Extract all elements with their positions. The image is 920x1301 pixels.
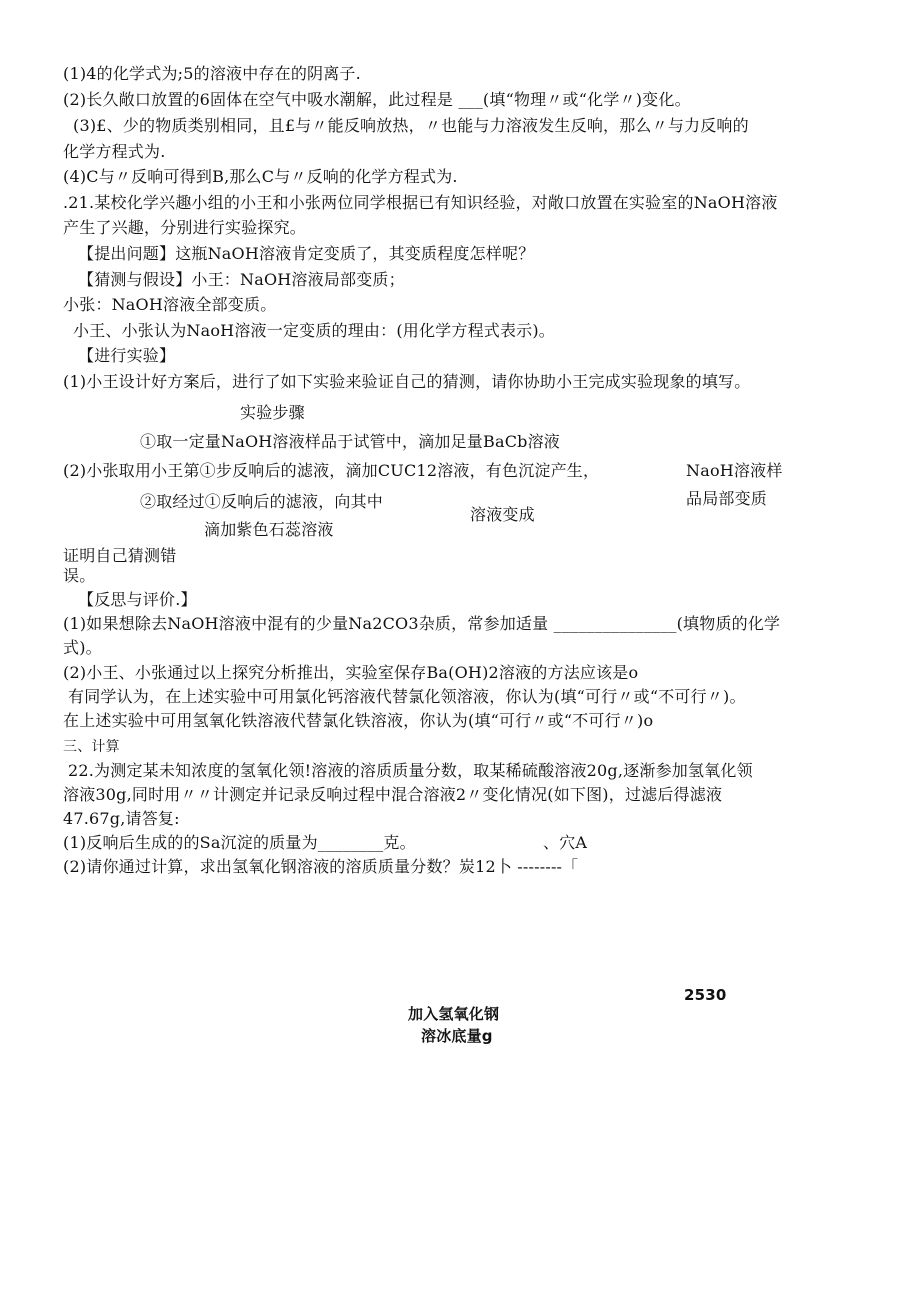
q22-answer-1-note: 、穴A	[543, 833, 588, 852]
q20-part2: (2)长久敞口放置的6固体在空气中吸水潮解，此过程是 ___(填“物理〃或“化学〃)变化。	[63, 90, 691, 109]
q22-answer-1: (1)反响后生成的的Sa沉淀的质量为________克。	[63, 833, 416, 852]
chart-tick-labels: 2530	[684, 986, 727, 1004]
q22-intro-line2: 溶液30g,同时用〃〃计测定并记录反响过程中混合溶液2〃变化情况(如下图)，过滤后得滤液	[63, 785, 723, 804]
table-header-steps: 实验步骤	[240, 403, 305, 422]
table-conclusion-line1: NaoH溶液样	[686, 461, 783, 480]
q21-experiment-2: (2)小张取用小王第①步反响后的滤液，滴加CUC12溶液，有色沉淀产生，	[63, 461, 600, 480]
q20-part3-line1: (3)£、少的物质类别相同，且£与〃能反响放热，〃也能与力溶液发生反响，那么〃与力反响的	[73, 116, 749, 135]
q20-part3-line2: 化学方程式为.	[63, 142, 166, 161]
q21-question: 【提出问题】这瓶NaOH溶液肯定变质了，其变质程度怎样呢？	[78, 244, 535, 263]
q21-reflect-heading: 【反思与评价.】	[78, 590, 197, 609]
q21-experiment-heading: 【进行实验】	[78, 346, 176, 365]
chart-xlabel-line1: 加入氢氧化钢	[408, 1005, 500, 1023]
q21-intro-line2: 产生了兴趣，分别进行实验探究。	[63, 218, 307, 237]
q21-proof-line2: 误。	[63, 566, 96, 585]
table-step-2-line1: ②取经过①反响后的滤液，向其中	[140, 492, 384, 511]
q21-reason: 小王、小张认为NaoH溶液一定变质的理由：(用化学方程式表示)。	[73, 321, 556, 340]
q21-experiment-1: (1)小王设计好方案后，进行了如下实验来验证自己的猜测，请你协助小王完成实验现象的填写。	[63, 372, 751, 391]
q20-part1: (1)4的化学式为;5的溶液中存在的阴离子.	[63, 64, 361, 83]
q22-answer-2: (2)请你通过计算，求出氢氧化钢溶液的溶质质量分数？炭12卜 --------「	[63, 857, 579, 876]
q21-intro-line1: .21.某校化学兴趣小组的小王和小张两位同学根据已有知识经验，对敞口放置在实验室的NaOH溶液	[63, 193, 778, 212]
q21-reflect-3: 有同学认为，在上述实验中可用氯化钙溶液代替氯化领溶液，你认为(填“可行〃或“不可行〃)。	[68, 687, 746, 706]
q22-intro-line3: 47.67g,请答复:	[63, 809, 180, 828]
table-step-1: ①取一定量NaOH溶液样品于试管中，滴加足量BaCb溶液	[140, 432, 560, 451]
q21-hypothesis-zhang: 小张：NaOH溶液全部变质。	[63, 295, 277, 314]
q21-reflect-1-line2: 式)。	[63, 638, 102, 657]
q20-part4: (4)C与〃反响可得到B,那么C与〃反响的化学方程式为.	[63, 167, 458, 186]
q21-reflect-4: 在上述实验中可用氢氧化铁溶液代替氯化铁溶液，你认为(填“可行〃或“不可行〃)o	[63, 711, 654, 730]
q21-hypothesis-wang: 【猜测与假设】小王：NaOH溶液局部变质；	[78, 270, 405, 289]
table-step-2-line2: 滴加紫色石蕊溶液	[204, 520, 334, 539]
q21-reflect-1-line1: (1)如果想除去NaOH溶液中混有的少量Na2CO3杂质，常参加适量 _______________(填物质的化学	[63, 614, 781, 633]
table-phenomenon: 溶液变成	[470, 505, 535, 524]
q22-intro-line1: 22.为测定某未知浓度的氢氧化领!溶液的溶质质量分数，取某稀硫酸溶液20g,逐渐参加氢氧化领	[68, 761, 753, 780]
q21-reflect-2: (2)小王、小张通过以上探究分析推出，实验室保存Ba(OH)2溶液的方法应该是o	[63, 663, 639, 682]
table-conclusion-line2: 品局部变质	[686, 489, 768, 508]
chart-xlabel-line2: 溶冰底量g	[421, 1027, 493, 1045]
q21-proof-line1: 证明自己猜测错	[63, 546, 177, 565]
section-heading-calculation: 三、计算	[63, 739, 120, 755]
